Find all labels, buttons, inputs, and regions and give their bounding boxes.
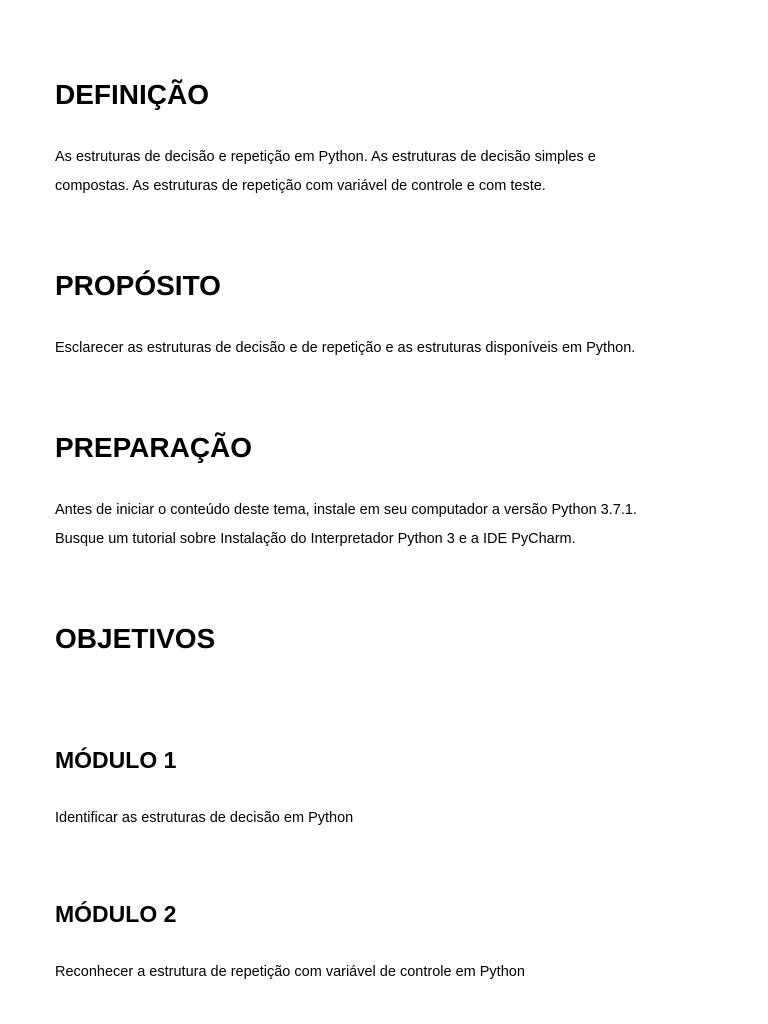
heading-proposito: PROPÓSITO xyxy=(55,270,221,301)
heading-preparacao: PREPARAÇÃO xyxy=(55,432,253,463)
paragraph-modulo-2 xyxy=(55,958,525,987)
paragraph-line: Identificar as estruturas de decisão em Python xyxy=(55,810,354,826)
paragraph-line: Busque um tutorial sobre Instalação do Interpretador Python 3 e a IDE PyCharm. xyxy=(55,531,576,547)
paragraph-line: Esclarecer as estruturas de decisão e de repetição e as estruturas disponíveis em Python. xyxy=(55,340,636,356)
paragraph-line: As estruturas de decisão e repetição em Python. As estruturas de decisão simples e xyxy=(55,149,596,165)
paragraph-modulo-1 xyxy=(55,804,353,833)
heading-modulo-2: MÓDULO 2 xyxy=(55,901,177,927)
paragraph-proposito xyxy=(55,334,635,363)
paragraph-line: compostas. As estruturas de repetição com variável de controle e com teste. xyxy=(55,178,546,194)
paragraph-preparacao xyxy=(55,496,637,554)
heading-definicao: DEFINIÇÃO xyxy=(55,79,209,110)
paragraph-definicao xyxy=(55,143,596,201)
paragraph-line: Reconhecer a estrutura de repetição com variável de controle em Python xyxy=(55,964,525,980)
heading-objetivos: OBJETIVOS xyxy=(55,623,216,654)
paragraph-line: Antes de iniciar o conteúdo deste tema, instale em seu computador a versão Python 3.7.1. xyxy=(55,502,637,518)
heading-modulo-1: MÓDULO 1 xyxy=(55,747,177,773)
